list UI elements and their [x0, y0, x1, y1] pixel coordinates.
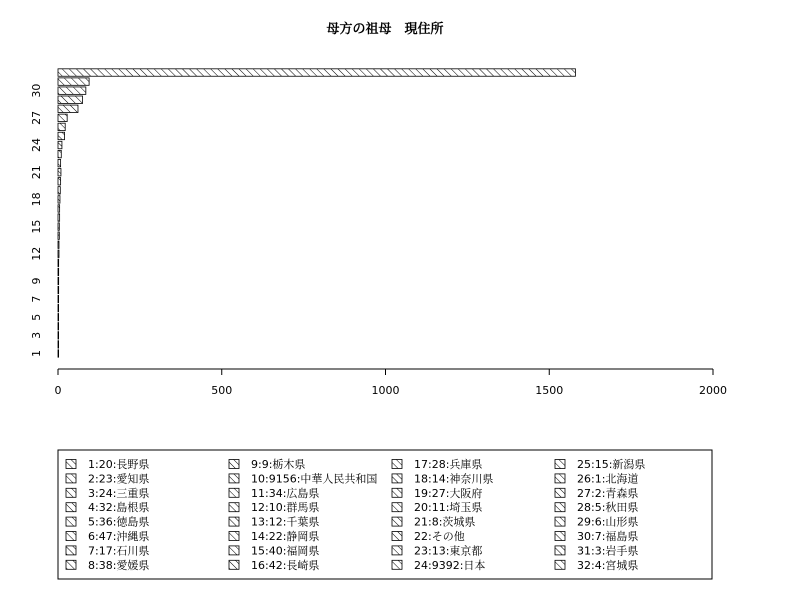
legend-entry: 27:2:青森県 — [577, 486, 639, 500]
legend-entry: 8:38:愛媛県 — [88, 558, 150, 572]
y-tick-label: 15 — [30, 219, 43, 234]
legend-entry: 23:13:東京都 — [414, 544, 483, 558]
legend-entry: 1:20:長野県 — [88, 458, 150, 471]
y-tick-label: 1 — [30, 349, 43, 357]
y-tick-label: 24 — [30, 138, 43, 153]
legend-swatch — [66, 532, 76, 541]
legend-entry: 7:17:石川県 — [88, 544, 150, 558]
legend-swatch — [392, 546, 402, 555]
bar-10 — [58, 268, 59, 275]
legend-entry: 13:12:千葉県 — [251, 515, 320, 529]
legend-swatch — [555, 546, 565, 555]
y-tick-label: 9 — [30, 277, 43, 285]
legend-entry: 11:34:広島県 — [251, 486, 320, 500]
bar-18 — [58, 196, 60, 203]
bar-24 — [58, 141, 62, 148]
bar-13 — [58, 241, 59, 248]
legend-swatch — [555, 560, 565, 569]
legend-entry: 18:14:神奈川県 — [414, 472, 494, 486]
y-tick-label: 5 — [30, 313, 43, 321]
legend-swatch — [392, 532, 402, 541]
bar-28 — [58, 105, 78, 112]
legend-swatch — [229, 503, 239, 512]
plot-area — [30, 69, 727, 397]
y-tick-label: 27 — [30, 110, 43, 125]
legend-swatch — [229, 517, 239, 526]
bar-2 — [58, 341, 59, 348]
bar-25 — [58, 132, 65, 139]
bar-1 — [58, 350, 59, 357]
legend-swatch — [229, 488, 239, 497]
legend — [58, 450, 712, 579]
legend-entry: 20:11:埼玉県 — [414, 501, 483, 515]
legend-entry: 30:7:福島県 — [577, 530, 639, 543]
legend-swatch — [555, 503, 565, 512]
legend-swatch — [66, 517, 76, 526]
legend-swatch — [66, 488, 76, 497]
legend-entry: 10:9156:中華人民共和国 — [251, 472, 378, 486]
x-tick-label: 500 — [211, 384, 233, 397]
bar-20 — [58, 178, 61, 185]
legend-entry: 22:その他 — [414, 530, 465, 543]
x-tick-label: 1500 — [535, 384, 564, 397]
legend-swatch — [229, 532, 239, 541]
bar-14 — [58, 232, 59, 239]
legend-swatch — [555, 488, 565, 497]
bar-11 — [58, 259, 59, 266]
x-tick-label: 2000 — [699, 384, 727, 397]
legend-entry: 16:42:長崎県 — [251, 558, 320, 572]
bar-8 — [58, 286, 59, 293]
legend-entry: 19:27:大阪府 — [414, 486, 483, 500]
y-tick-label: 30 — [30, 83, 43, 98]
legend-swatch — [229, 546, 239, 555]
legend-entry: 5:36:徳島県 — [88, 515, 150, 529]
bar-15 — [58, 223, 59, 230]
legend-entry: 14:22:静岡県 — [251, 530, 320, 543]
legend-swatch — [66, 474, 76, 483]
y-tick-label: 21 — [30, 165, 43, 180]
legend-entry: 31:3:岩手県 — [577, 544, 639, 558]
bar-17 — [58, 205, 60, 212]
bar-5 — [58, 314, 59, 321]
legend-entry: 25:15:新潟県 — [577, 458, 646, 471]
bar-27 — [58, 114, 67, 121]
chart-title: 母方の祖母 現住所 — [326, 22, 444, 37]
legend-swatch — [555, 474, 565, 483]
legend-swatch — [66, 503, 76, 512]
legend-swatch — [555, 460, 565, 469]
y-tick-label: 7 — [30, 295, 43, 303]
bar-9 — [58, 277, 59, 284]
bar-19 — [58, 187, 60, 194]
legend-swatch — [66, 460, 76, 469]
legend-swatch — [555, 532, 565, 541]
legend-swatch — [392, 503, 402, 512]
legend-swatch — [229, 474, 239, 483]
bar-16 — [58, 214, 60, 221]
bar-23 — [58, 150, 61, 157]
legend-entry: 26:1:北海道 — [577, 472, 639, 486]
legend-swatch — [229, 460, 239, 469]
x-tick-label: 0 — [54, 384, 62, 397]
bar-21 — [58, 169, 61, 176]
legend-entry: 9:9:栃木県 — [251, 458, 306, 471]
legend-swatch — [66, 546, 76, 555]
legend-swatch — [392, 517, 402, 526]
legend-entry: 6:47:沖縄県 — [88, 530, 150, 543]
bar-3 — [58, 332, 59, 339]
legend-entry: 4:32:島根県 — [88, 501, 150, 515]
bar-32 — [58, 69, 575, 76]
y-tick-label: 3 — [30, 331, 43, 339]
bar-26 — [58, 123, 65, 130]
bar-4 — [58, 323, 59, 330]
legend-entry: 2:23:愛知県 — [88, 472, 150, 486]
y-tick-label: 18 — [30, 192, 43, 207]
y-tick-label: 12 — [30, 246, 43, 261]
legend-entry: 32:4:宮城県 — [577, 558, 639, 572]
legend-entry: 29:6:山形県 — [577, 515, 639, 529]
bar-12 — [58, 250, 59, 257]
bar-31 — [58, 78, 89, 85]
legend-swatch — [392, 488, 402, 497]
legend-entry: 17:28:兵庫県 — [414, 458, 483, 471]
bar-30 — [58, 87, 86, 94]
legend-swatch — [66, 560, 76, 569]
legend-swatch — [555, 517, 565, 526]
bar-7 — [58, 295, 59, 302]
legend-entry: 12:10:群馬県 — [251, 501, 320, 515]
bar-22 — [58, 159, 61, 166]
legend-swatch — [392, 560, 402, 569]
legend-swatch — [392, 474, 402, 483]
legend-entry: 15:40:福岡県 — [251, 544, 320, 558]
legend-entry: 21:8:茨城県 — [414, 515, 476, 529]
x-tick-label: 1000 — [371, 384, 400, 397]
legend-swatch — [392, 460, 402, 469]
bar-6 — [58, 304, 59, 311]
bar-29 — [58, 96, 83, 103]
legend-entry: 3:24:三重県 — [88, 486, 150, 500]
legend-entry: 24:9392:日本 — [414, 558, 486, 572]
legend-entry: 28:5:秋田県 — [577, 501, 639, 515]
legend-swatch — [229, 560, 239, 569]
